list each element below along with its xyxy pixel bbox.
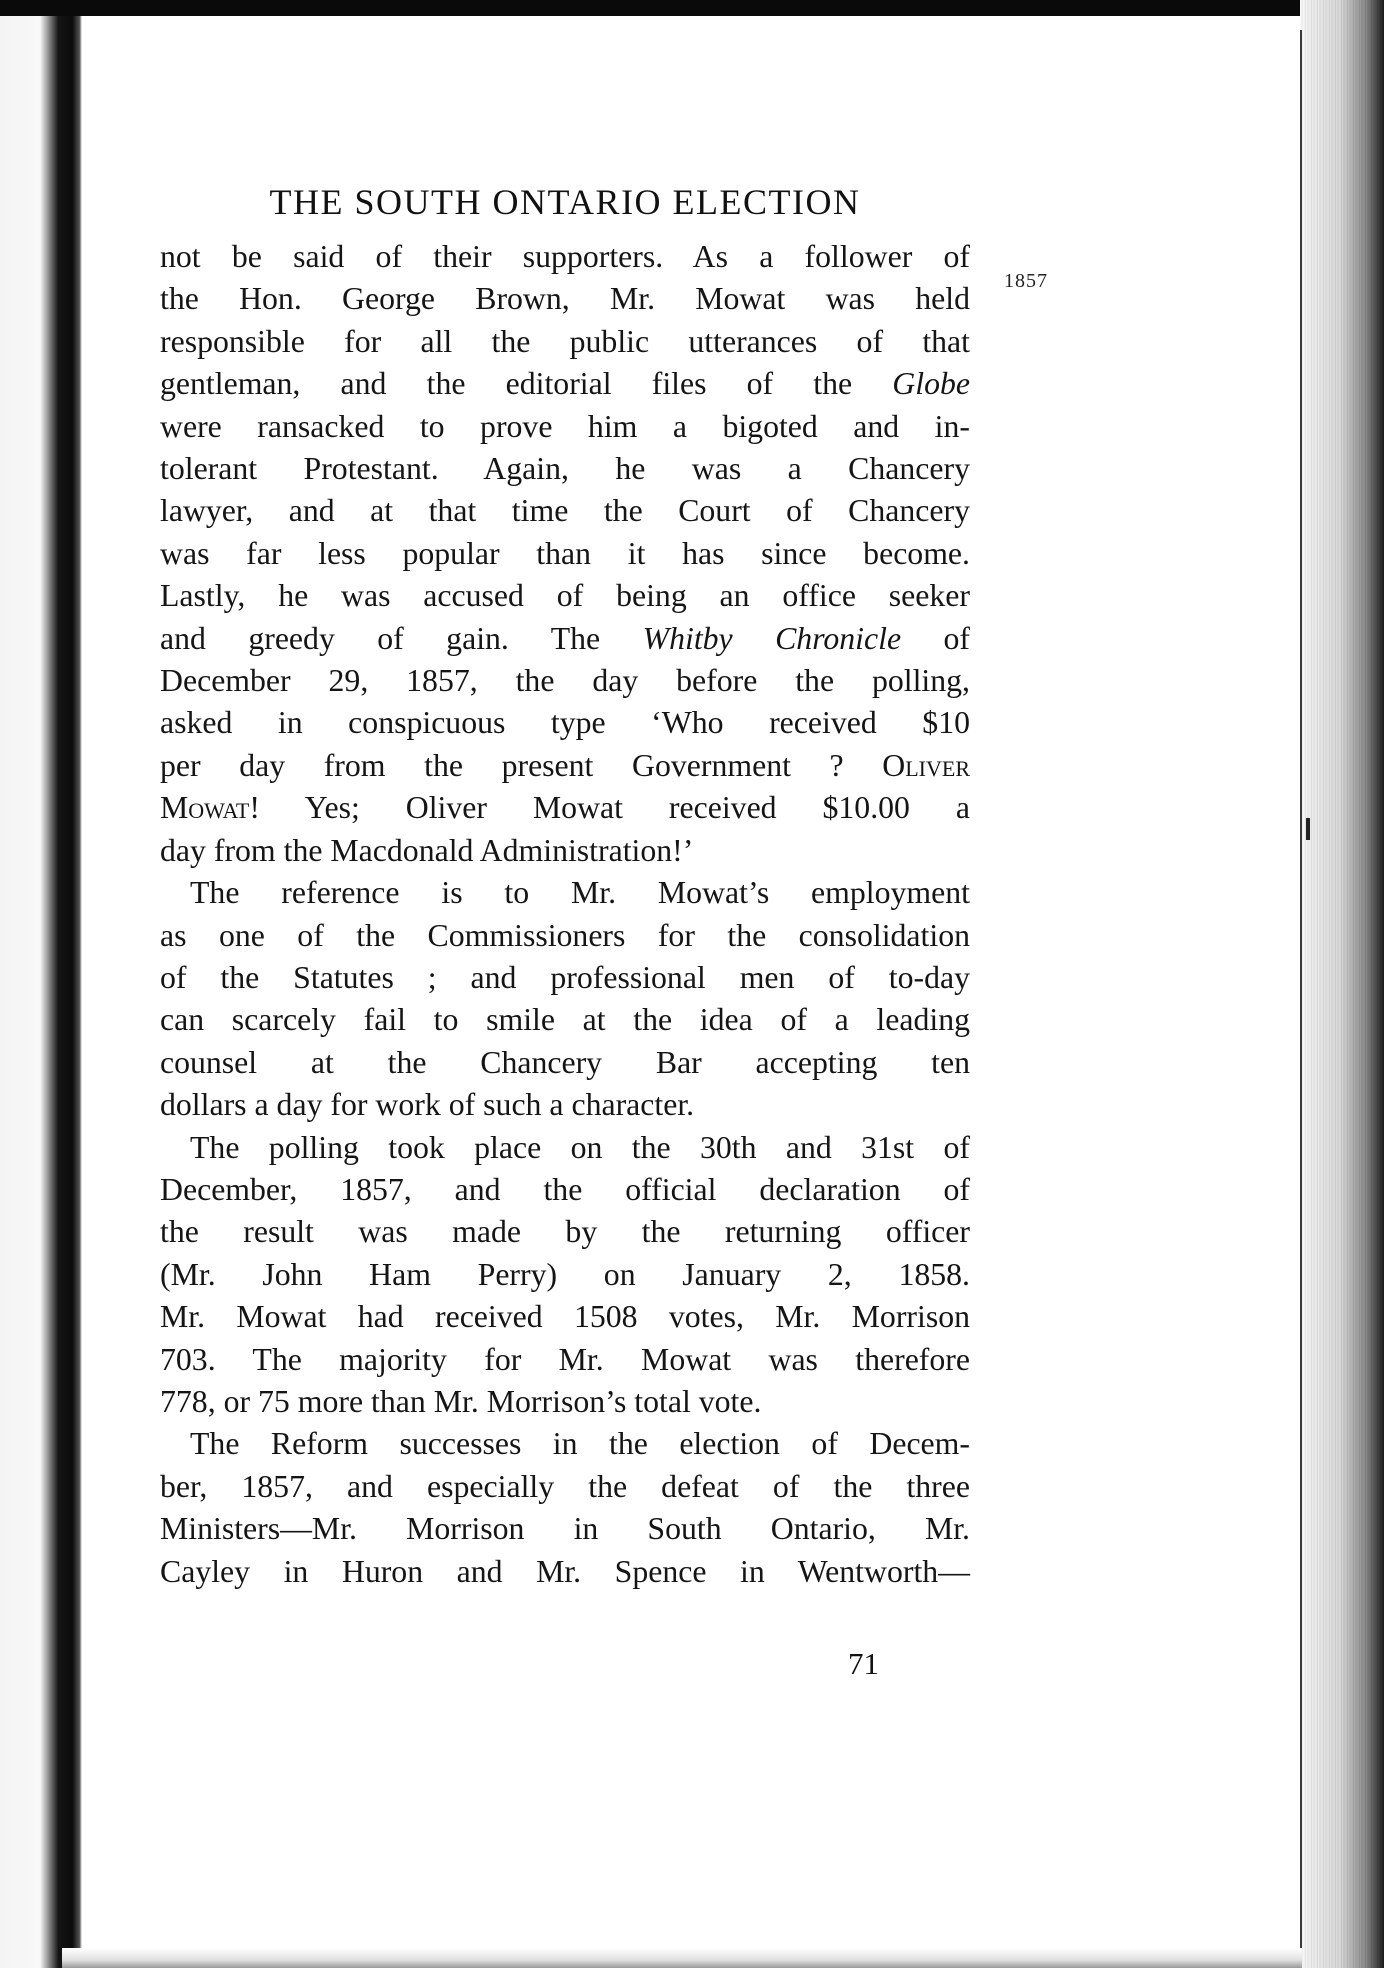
text-line: lawyer, and at that time the Court of Chancery [160,493,970,529]
text-line: as one of the Commissioners for the consolidation [160,917,970,953]
text-line: can scarcely fail to smile at the idea of a leading [160,1002,970,1038]
right-edge-mark [1306,818,1310,840]
text-line: The Reform successes in the election of Decem- [190,1426,970,1462]
small-caps-mowat: Mowat [160,790,250,826]
marginal-year: 1857 [1004,270,1048,292]
text-line: was far less popular than it has since become. [160,535,970,571]
text-line: Ministers—Mr. Morrison in South Ontario, Mr. [160,1511,970,1547]
page-body [160,176,970,1593]
text-line: not be said of their supporters. As a follower of [160,239,970,274]
page-number: 71 [848,1646,879,1681]
text-line: the Hon. George Brown, Mr. Mowat was held [160,281,970,317]
small-caps-oliver: Oliver [882,747,970,783]
text-line: were ransacked to prove him a bigoted and in- [160,408,970,444]
text-line: December, 1857, and the official declaration of [160,1171,970,1207]
paragraph-4 [160,1423,970,1593]
text-line: dollars a day for work of such a character. [160,1087,695,1123]
text-line: Mowat! Yes; Oliver Mowat received $10.00 a [160,790,970,826]
text-line: Cayley in Huron and Mr. Spence in Wentworth— [160,1553,970,1589]
text-line: December 29, 1857, the day before the polling, [160,663,970,699]
text-line: 778, or 75 more than Mr. Morrison’s total vote. [160,1383,762,1419]
running-head: THE SOUTH ONTARIO ELECTION [269,182,861,222]
text-line: The polling took place on the 30th and 31st of [190,1129,970,1165]
italic-title-whitby-chronicle: Whitby Chronicle [642,620,902,656]
text-line: asked in conspicuous type ‘Who received $10 [160,705,970,741]
text-line: (Mr. John Ham Perry) on January 2, 1858. [160,1256,970,1292]
text-line: and greedy of gain. The Whitby Chronicle of [160,620,970,656]
text-line: counsel at the Chancery Bar accepting ten [160,1044,970,1080]
right-page-edges [1300,0,1384,1968]
text-line: The reference is to Mr. Mowat’s employment [190,875,970,911]
left-binding-edge [0,0,62,1968]
text-line: ber, 1857, and especially the defeat of the three [160,1468,970,1504]
text-line: gentleman, and the editorial files of the Globe [160,366,970,402]
text-line: responsible for all the public utterances of that [160,323,970,359]
text-line: Lastly, he was accused of being an office seeker [160,578,970,614]
text-line: of the Statutes ; and professional men of to-day [160,959,970,995]
italic-title-globe: Globe [892,366,970,402]
text-line: the result was made by the returning officer [160,1214,970,1250]
text-line: Mr. Mowat had received 1508 votes, Mr. Morrison [160,1299,970,1335]
text-line: 703. The majority for Mr. Mowat was therefore [160,1341,970,1377]
text-line: per day from the present Government ? Oliver [160,747,970,783]
left-binding-shadow [58,10,82,1968]
top-scan-border [0,0,1384,16]
paragraph-3 [160,1127,970,1424]
paragraph-2 [160,872,970,1126]
bottom-scan-border [62,1948,1302,1968]
paragraph-1 [160,236,970,872]
text-line: tolerant Protestant. Again, he was a Chancery [160,451,970,487]
text-line: day from the Macdonald Administration!’ [160,832,694,868]
right-page-edge-line [1300,30,1302,1950]
